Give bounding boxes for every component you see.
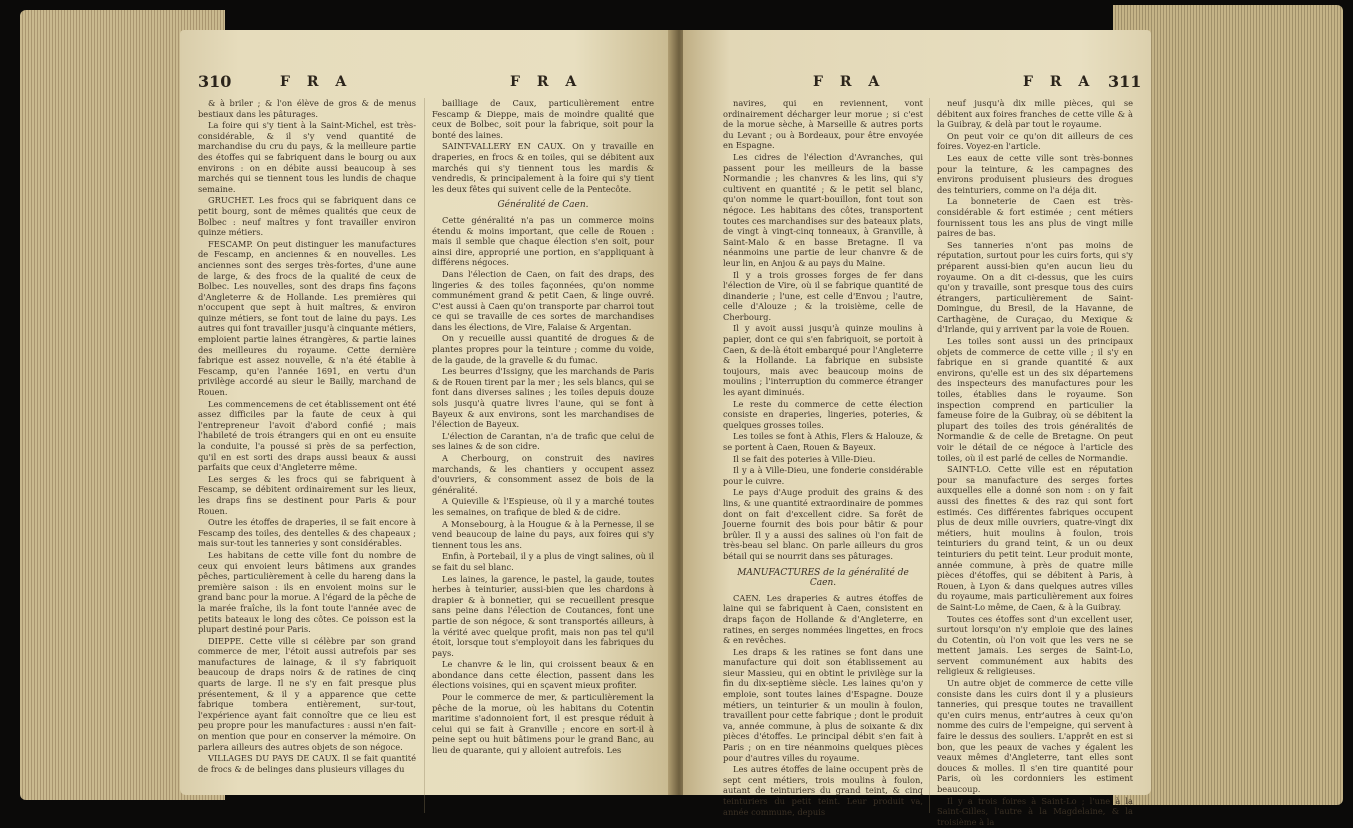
paragraph: neuf jusqu'à dix mille pièces, qui se débitent aux foires franches de cette ville & à la Guibray, & delà par tout le royaume. [937,98,1133,130]
paragraph: On peut voir ce qu'on dit ailleurs de ces foires. Voyez-en l'article. [937,130,1133,152]
text-column-4 [937,98,1133,828]
paragraph: Les eaux de cette ville sont très-bonnes pour la teinture, & les campagnes des environs produisent plusieurs des drogues des teinturiers, comme on l'a déja dit. [937,152,1133,195]
paragraph: FESCAMP. On peut distinguer les manufactures de Fescamp, en anciennes & en nouvelles. Les anciennes sont des serges très-fortes, d'une aune de large, & des frocs de la qualité de ceux de Bolbec. Les nouvelles, sont des draps fins façons d'Angleterre & de Hollande. Les premières qui n'occupent que sept à huit maîtres, & environ quinze métiers, se font tout de laine du pays. Les autres qui font travailler jusqu'à cinquante métiers, emploient partie laines étrangères, & partie laines des meilleures du royaume. Cette dernière fabrique est assez nouvelle, & n'a été établie à Fescamp, qu'en l'année 1691, en vertu d'un privilège accordé au sieur le Bailly, marchand de Rouen. [198,238,416,398]
paragraph: Les beurres d'Issigny, que les marchands de Paris & de Rouen tirent par la mer ; les sels blancs, qui se font dans diverses salines ; les toiles depuis douze sols jusqu'à quatre livres l'aune, qui se font à Bayeux & aux environs, sont les marchandises de l'élection de Bayeux. [432,366,654,430]
paragraph: Dans l'élection de Caen, on fait des draps, des lingeries & des toiles façonnées, qu'on nomme communément grand & petit Caen, & linge ouvré. C'est aussi à Caen qu'on transporte par charroi tout ce qui se travaille de ces sortes de marchandises dans les élections, de Vire, Falaise & Argentan. [432,268,654,332]
right-page [683,30,1151,827]
paragraph: Outre les étoffes de draperies, il se fait encore à Fescamp des toiles, des dentelles & des chapeaux ; mais sur-tout les tanneries y sont considérables. [198,517,416,549]
running-header-left-col2: F R A [510,74,583,90]
paragraph: Les toiles se font à Athis, Flers & Halouze, & se portent à Caen, Rouen & Bayeux. [723,431,923,452]
paragraph: CAEN. Les draperies & autres étoffes de laine qui se fabriquent à Caen, consistent en draps façon de Hollande & d'Angleterre, en ratines, en serges nommées lingettes, en frocs & en revêches. [723,592,923,646]
paragraph: Il y a à Ville-Dieu, une fonderie considérable pour le cuivre. [723,465,923,486]
paragraph: Les toiles sont aussi un des principaux objets de commerce de cette ville ; il s'y en fabrique en si grande quantité & aux environs, qu'elle est un des six départemens des inspecteurs des manufactures pour les toiles, établies dans le royaume. Son inspection comprend en particulier la fameuse foire de la Guibray, où se débitent la plupart des toiles des trois généralités de Normandie & de celle de Bretagne. On peut voir le détail de ce négoce à l'article des toiles, où il est parlé de celles de Normandie. [937,336,1133,463]
running-header-right-col4: F R A [1023,74,1096,90]
text-column-2 [432,98,654,757]
paragraph: navires, qui en reviennent, vont ordinairement décharger leur morue ; si c'est de la morue sèche, à Marseille & autres ports du Levant ; ou à Bordeaux, pour être envoyée en Espagne. [723,98,923,151]
page-number-left: 310 [198,72,232,91]
paragraph: Pour le commerce de mer, & particulièrement la pêche de la morue, où les habitans du Cotentin maritime s'adonnoient fort, il est presque réduit à celui qui se fait à Granville ; encore en sort-il à peine sept ou huit bâtimens pour le grand Banc, au lieu de quarante, qui y alloient autrefois. Les [432,692,654,756]
column-divider [929,98,930,813]
paragraph: SAINT-LO. Cette ville est en réputation pour sa manufacture des serges fortes auxquelles elle a donné son nom : on y fait aussi des finettes & des raz qui sont fort estimés. Ces différentes fabriques occupent plus de deux mille ouvriers, quatre-vingt dix métiers, huit moulins à foulon, trois teinturiers du grand teint, & un ou deux teinturiers du petit teint. Leur produit monte, année commune, à près de quatre mille pièces d'étoffes, qui se débitent à Paris, à Rouen, à Lyon & dans quelques autres villes du royaume, mais particulièrement aux foires de Saint-Lo même, de Caen, & à la Guibray. [937,464,1133,612]
paragraph: VILLAGES DU PAYS DE CAUX. Il se fait quantité de frocs & de belinges dans plusieurs villages du [198,753,416,774]
column-divider [424,98,425,813]
paragraph: GRUCHET. Les frocs qui se fabriquent dans ce petit bourg, sont de mêmes qualités que ceux de Bolbec : neuf maîtres y font travailler environ quinze métiers. [198,195,416,238]
paragraph: Les cidres de l'élection d'Avranches, qui passent pour les meilleurs de la basse Normandie ; les chanvres & les lins, qui s'y cultivent en quantité ; & le petit sel blanc, qu'on nomme le quart-bouillon, font tout son négoce. Les habitans des côtes, transportent toutes ces marchandises sur des bateaux plats, de vingt à vingt-cinq tonneaux, à Granville, à Saint-Malo & en basse Bretagne. Il va néanmoins une partie de leur chanvre & de leur lin, en Anjou & au pays du Maine. [723,151,923,268]
text-column-1 [198,98,416,775]
paragraph: Généralité de Caen. [497,200,589,211]
paragraph: La foire qui s'y tient à la Saint-Michel, est très-considérable, & il s'y vend quantité de marchandise du cru du pays, & la meilleure partie des étoffes qui se fabriquent dans le bourg ou aux environs : on en débite aussi beaucoup à ses marchés qui se tiennent tous les lundis de chaque semaine. [198,120,416,194]
paragraph: Les serges & les frocs qui se fabriquent à Fescamp, se débitent ordinairement sur les lieux, les draps fins se destinent pour Paris & pour Rouen. [198,473,416,516]
paragraph: Les habitans de cette ville font du nombre de ceux qui envoient leurs bâtimens aux grandes pêches, particulièrement à celle du hareng dans la première saison : ils en envoient moins sur le grand banc pour la morue. A l'égard de la pêche de la marée fraîche, ils la font toute l'année avec de petits bateaux le long des côtes. Ce poisson est la plupart destiné pour Paris. [198,549,416,635]
paragraph: A Quieville & l'Espieuse, où il y a marché toutes les semaines, on trafique de bled & de cidre. [432,496,654,517]
paragraph: Il se fait des poteries à Ville-Dieu. [733,453,876,464]
paragraph: Les laines, la garence, le pastel, la gaude, toutes herbes à teinturier, aussi-bien que les chardons à drapier & à bonnetier, qui se recueillent presque sans peine dans l'élection de Coutances, font une partie de son négoce, & sont transportés ailleurs, à la vérité avec quelque profit, mais non pas tel qu'il étoit, lorsque tout s'employoit dans les fabriques du pays. [432,573,654,658]
paragraph: Le pays d'Auge produit des grains & des lins, & une quantité extraordinaire de pommes dont on fait d'excellent cidre. Sa forêt de Jouerne fournit des bois pour bâtir & pour brûler. Il y a aussi des salines où l'on fait de très-beau sel blanc. On parle ailleurs du gros bétail qui se nourrit dans ses pâturages. [723,487,923,561]
paragraph: DIEPPE. Cette ville si célèbre par son grand commerce de mer, l'étoit aussi autrefois par ses manufactures de lainage, & il s'y fabriquoit beaucoup de draps noirs & de ratines de cinq quarts de large. Il ne s'y en fait presque plus présentement, & il y a apparence que cette fabrique tombera entièrement, sur-tout, l'expérience ayant fait connoître que ce lieu est peu propre pour les manufactures : aussi n'en fait-on mention que pour en conserver la mémoire. On parlera ailleurs des autres objets de son négoce. [198,635,416,752]
paragraph: On y recueille aussi quantité de drogues & de plantes propres pour la teinture ; comme du voide, de la gaude, de la gravelle & du fumac. [432,333,654,365]
paragraph: Il y a trois grosses forges de fer dans l'élection de Vire, où il se fabrique quantité de dinanderie ; l'une, est celle d'Envou ; l'autre, celle d'Alouze ; & la troisième, celle de Cherbourg. [723,269,923,322]
paragraph: L'élection de Carantan, n'a de trafic que celui de ses laines & de son cidre. [432,430,654,452]
paragraph: Il y avoit aussi jusqu'à quinze moulins à papier, dont ce qui s'en fabriquoit, se portoit à Caen, & de-là étoit embarqué pour l'Angleterre & la Hollande. La fabrique en subsiste toujours, mais avec beaucoup moins de moulins ; l'interruption du commerce étranger les ayant diminués. [723,323,923,398]
paragraph: bailliage de Caux, particulièrement entre Fescamp & Dieppe, mais de moindre qualité que ceux de Bolbec, soit pour la fabrique, soit pour la bonté des laines. [432,98,654,140]
paragraph: A Cherbourg, on construit des navires marchands, & les chantiers y occupent assez d'ouvriers, & consomment assez de bois de la généralité. [432,453,654,495]
paragraph: Les draps & les ratines se font dans une manufacture qui doit son établissement au sieur Massieu, qui en obtint le privilège sur la fin du dix-septième siècle. Les laines qu'on y emploie, sont toutes laines d'Espagne. Douze métiers, un teinturier & un moulin à foulon, travaillent pour cette fabrique ; dont le produit va, année commune, à plus de soixante & dix pièces d'étoffes. Le principal débit s'en fait à Paris ; on en tire néanmoins quelques pièces pour d'autres villes du royaume. [723,646,923,763]
paragraph: Toutes ces étoffes sont d'un excellent user, surtout lorsqu'on n'y emploie que des laines du Cotentin, où l'on voit que les vers ne se mettent jamais. Les serges de Saint-Lo, servent communément aux habits des religieux & religieuses. [937,613,1133,677]
paragraph: Enfin, à Portebail, il y a plus de vingt salines, où il se fait du sel blanc. [432,551,654,572]
paragraph: Cette généralité n'a pas un commerce moins étendu & moins important, que celle de Rouen : mais il semble que chaque élection s'en soit, pour ainsi dire, approprié une portion, en s'appliquant à différens négoces. [432,214,654,268]
paragraph: Ses tanneries n'ont pas moins de réputation, surtout pour les cuirs forts, qui s'y préparent aussi-bien qu'en aucun lieu du royaume. On a dit ci-dessus, que les cuirs qu'on y travaille, sont presque tous des cuirs étrangers, particulièrement de Saint-Domingue, du Bresil, de la Havanne, de Carthagène, de Curaçao, du Mexique & d'Irlande, qui y arrivent par la voie de Rouen. [937,239,1133,335]
running-header-right-col3: F R A [813,74,886,90]
paragraph: SAINT-VALLERY EN CAUX. On y travaille en draperies, en frocs & en toiles, qui se débitent aux marchés qui s'y tiennent tous les mardis & vendredis, & principalement à la foire qui s'y tient les deux fêtes qui suivent celle de la Pentecôte. [432,141,654,194]
paragraph: Le chanvre & le lin, qui croissent beaux & en abondance dans cette élection, passent dans les élections voisines, qui en sçavent mieux profiter. [432,659,654,691]
paragraph: Les commencemens de cet établissement ont été assez difficiles par la faute de ceux à qui l'entrepreneur l'avoit d'abord confié ; mais l'habileté de trois étrangers qui en ont eu ensuite la conduite, l'a poussé si près de sa perfection, qu'il en est sorti des draps aussi beaux & aussi parfaits que ceux d'Angleterre même. [198,398,416,473]
left-page [180,30,673,795]
text-column-3 [723,98,923,818]
paragraph: A Monsebourg, à la Hougue & à la Pernesse, il se vend beaucoup de laine du pays, aux foires qui s'y tiennent tous les ans. [432,518,654,550]
paragraph: MANUFACTURES de la généralité de Caen. [737,567,909,589]
paragraph: La bonneterie de Caen est très-considérable & fort estimée ; cent métiers fournissent tous les ans plus de vingt mille paires de bas. [937,196,1133,239]
paragraph: Les autres étoffes de laine occupent près de sept cent métiers, trois moulins à foulon, autant de teinturiers du grand teint, & cinq teinturiers du petit teint. Leur produit va, année commune, depuis [723,764,923,817]
page-number-right: 311 [1108,72,1142,91]
paragraph: & à briler ; & l'on élève de gros & de menus bestiaux dans les pâturages. [198,98,416,119]
paragraph: Un autre objet de commerce de cette ville consiste dans les cuirs dont il y a plusieurs tanneries, qui presque toutes ne travaillent qu'en cuirs menus, entr'autres à ceux qu'on nomme des cuirs de l'empeigne, qui servent à faire le dessus des souliers. L'apprêt en est si bon, que les peaux de vaches y égalent les veaux mêmes d'Angleterre, tant elles sont douces & molles. Il s'en tire quantité pour Paris, où les cordonniers les estiment beaucoup. [937,678,1133,794]
paragraph: Il y a trois foires à Saint-Lo ; l'une à la Saint-Gilles, l'autre à la Magdelaine, & la troisième à la [937,795,1133,827]
running-header-left-col1: F R A [280,74,353,90]
paragraph: Le reste du commerce de cette élection consiste en draperies, lingeries, poteries, & quelques grosses toiles. [723,398,923,430]
